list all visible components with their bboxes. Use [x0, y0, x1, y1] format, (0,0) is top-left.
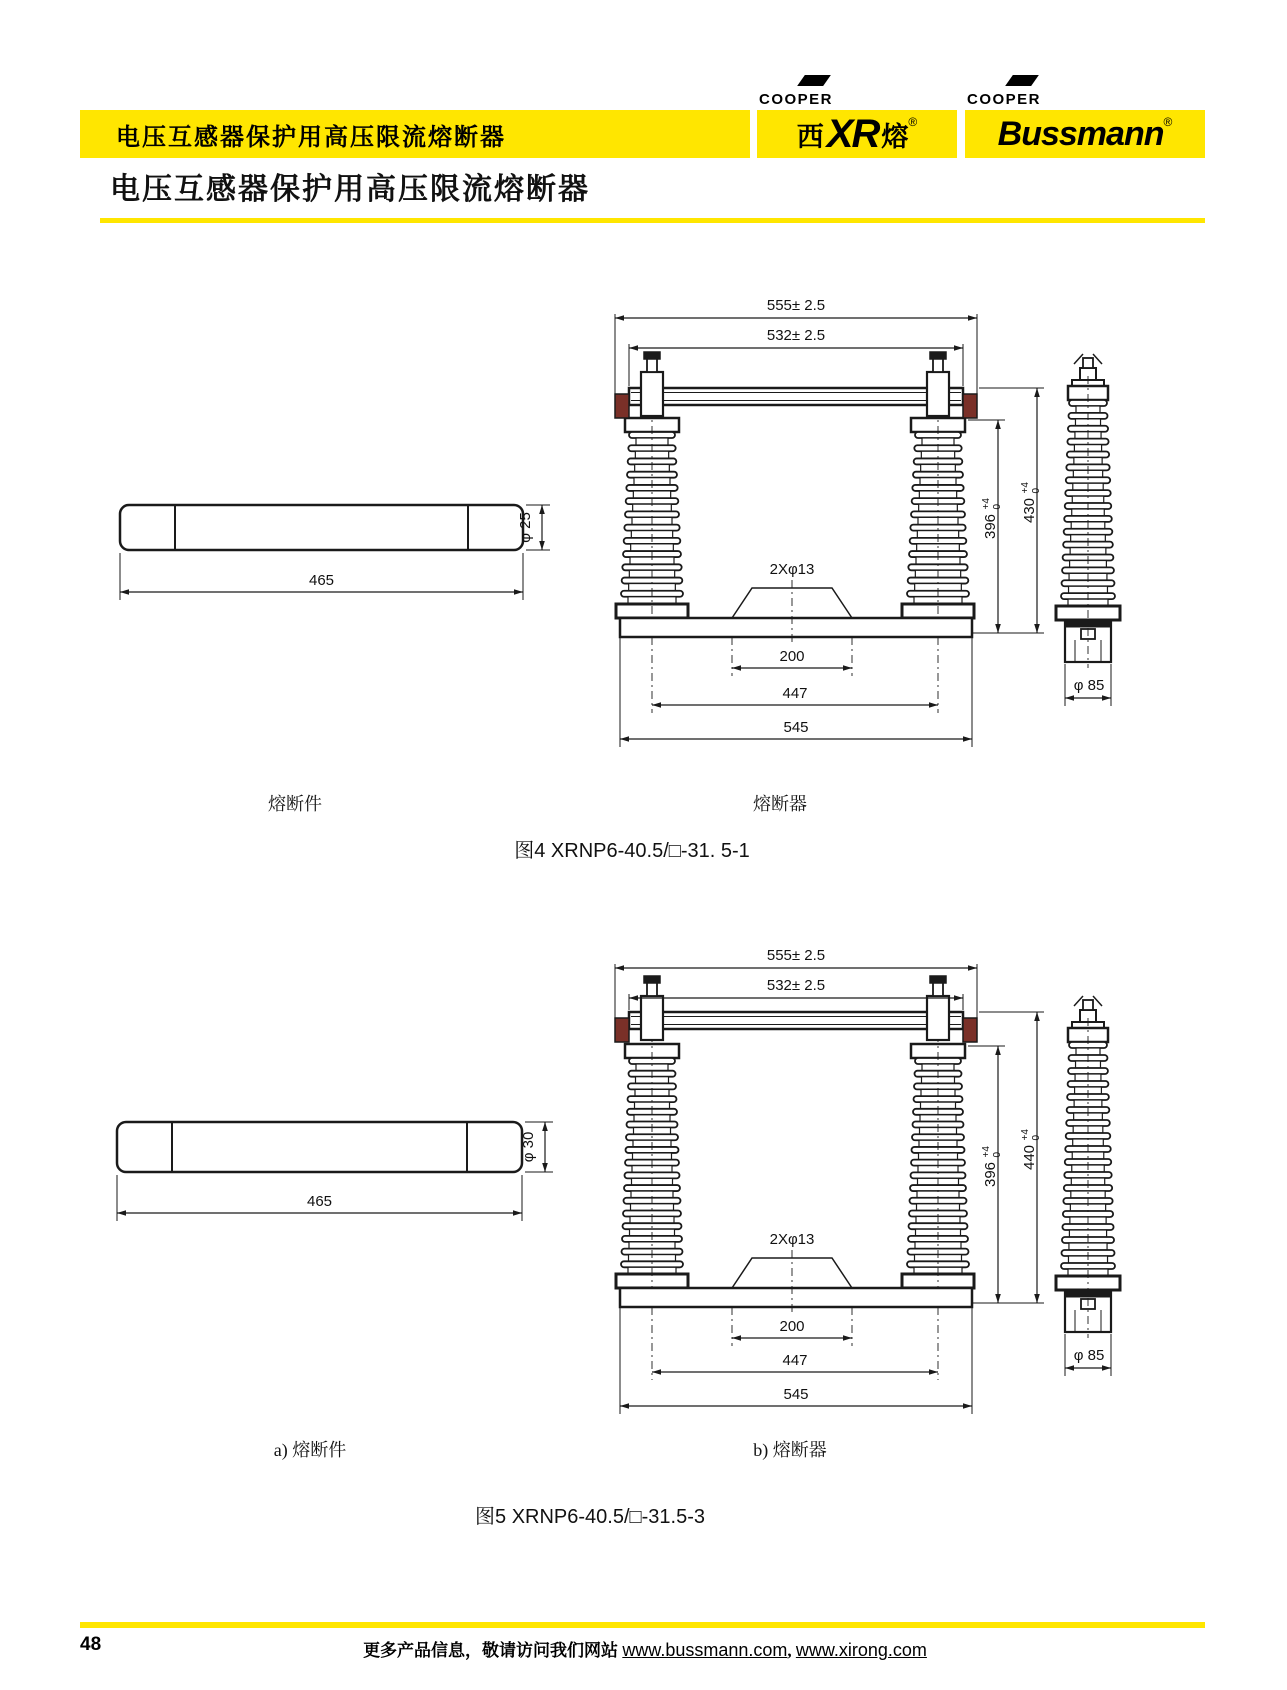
insulator-height-dim-tol-minus: 0: [992, 1151, 1003, 1158]
xirong-logo-box: [757, 110, 957, 158]
footer-rule: [80, 1622, 1205, 1628]
xirong-char-right: 熔: [881, 121, 909, 152]
overall-height-dim-tol-plus: +4: [1020, 482, 1031, 494]
figure-4-drawing: [80, 270, 1210, 870]
figure-5-drawing: [80, 930, 1210, 1530]
figure-caption: 图4 XRNP6-40.5/□-31. 5-1: [514, 840, 750, 862]
title-rule: [100, 218, 1205, 223]
overall-height-dim: 440: [1021, 1144, 1038, 1171]
footer-separator: ,: [787, 1641, 796, 1660]
registered-mark-icon: ®: [908, 115, 918, 129]
header-bar-title: 电压互感器保护用高压限流熔断器: [116, 123, 506, 151]
page-title: 电压互感器保护用高压限流熔断器: [110, 173, 590, 206]
overall-height-dim-tol-plus: +4: [1020, 1129, 1031, 1141]
xirong-char-left: 西: [796, 121, 824, 152]
insulator-height-dim-tol-plus: +4: [981, 1146, 992, 1158]
fuse-link-label: a) 熔断件: [273, 1440, 347, 1460]
insulator-height-dim: 396: [982, 513, 999, 540]
figure-caption: 图5 XRNP6-40.5/□-31.5-3: [475, 1506, 705, 1528]
link-length-dim: 465: [306, 1193, 333, 1210]
holes-dim: 2Xφ13: [769, 561, 815, 578]
fuse-assembly-label: b) 熔断器: [753, 1440, 827, 1460]
cooper-flag-icon: [797, 75, 831, 86]
side-diameter-dim: φ 85: [1073, 677, 1105, 694]
xirong-xr-mark: XR: [826, 112, 879, 156]
xirong-logo: [757, 75, 957, 158]
bussmann-link[interactable]: www.bussmann.com: [622, 1640, 788, 1660]
hole-spacing-dim: 200: [779, 1318, 805, 1335]
base-length-dim: 545: [783, 719, 809, 736]
assembly-front-view: [615, 947, 1044, 1414]
header-bar: [80, 110, 750, 158]
cooper-text: COOPER: [967, 91, 1042, 108]
base-length-dim: 545: [783, 1386, 809, 1403]
hole-spacing-dim: 200: [779, 648, 805, 665]
fuse-link-view: [117, 1122, 553, 1221]
xirong-link[interactable]: www.xirong.com: [795, 1640, 927, 1660]
link-diameter-dim: φ 30: [520, 1131, 537, 1163]
insulator-height-dim-tol-minus: 0: [992, 503, 1003, 510]
footer-text: [180, 1636, 1110, 1661]
overall-height-dim-tol-minus: 0: [1031, 1134, 1042, 1141]
page-number: 48: [80, 1634, 102, 1655]
bussmann-logo: [965, 75, 1205, 158]
cooper-wordmark: [965, 75, 1205, 110]
link-length-dim: 465: [308, 572, 335, 589]
side-diameter-dim: φ 85: [1073, 1347, 1105, 1364]
insulator-height-dim-tol-plus: +4: [981, 498, 992, 510]
cooper-wordmark: [757, 75, 957, 110]
mount-width-dim: 532± 2.5: [766, 327, 826, 344]
fuse-assembly-label: 熔断器: [753, 794, 807, 814]
overall-width-dim: 555± 2.5: [766, 947, 826, 964]
overall-height-dim: 430: [1021, 497, 1038, 524]
assembly-side-view: [1056, 996, 1120, 1376]
cooper-flag-icon: [1005, 75, 1039, 86]
holes-dim: 2Xφ13: [769, 1231, 815, 1248]
bussmann-text: Bussmann: [997, 114, 1164, 153]
registered-mark-icon: ®: [1163, 115, 1173, 129]
fuse-link-view: [120, 505, 550, 600]
fuse-link-label: 熔断件: [268, 794, 322, 814]
assembly-front-view: [615, 297, 1044, 747]
assembly-side-view: [1056, 354, 1120, 706]
overall-width-dim: 555± 2.5: [766, 297, 826, 314]
pole-spacing-dim: 447: [782, 685, 808, 702]
overall-height-dim-tol-minus: 0: [1031, 487, 1042, 494]
insulator-height-dim: 396: [982, 1161, 999, 1188]
pole-spacing-dim: 447: [782, 1352, 808, 1369]
cooper-text: COOPER: [759, 91, 834, 108]
link-diameter-dim: φ 25: [517, 512, 534, 543]
mount-width-dim: 532± 2.5: [766, 977, 826, 994]
footer-info-text: 更多产品信息，敬请访问我们网站: [363, 1641, 623, 1660]
bussmann-logo-box: [965, 110, 1205, 158]
